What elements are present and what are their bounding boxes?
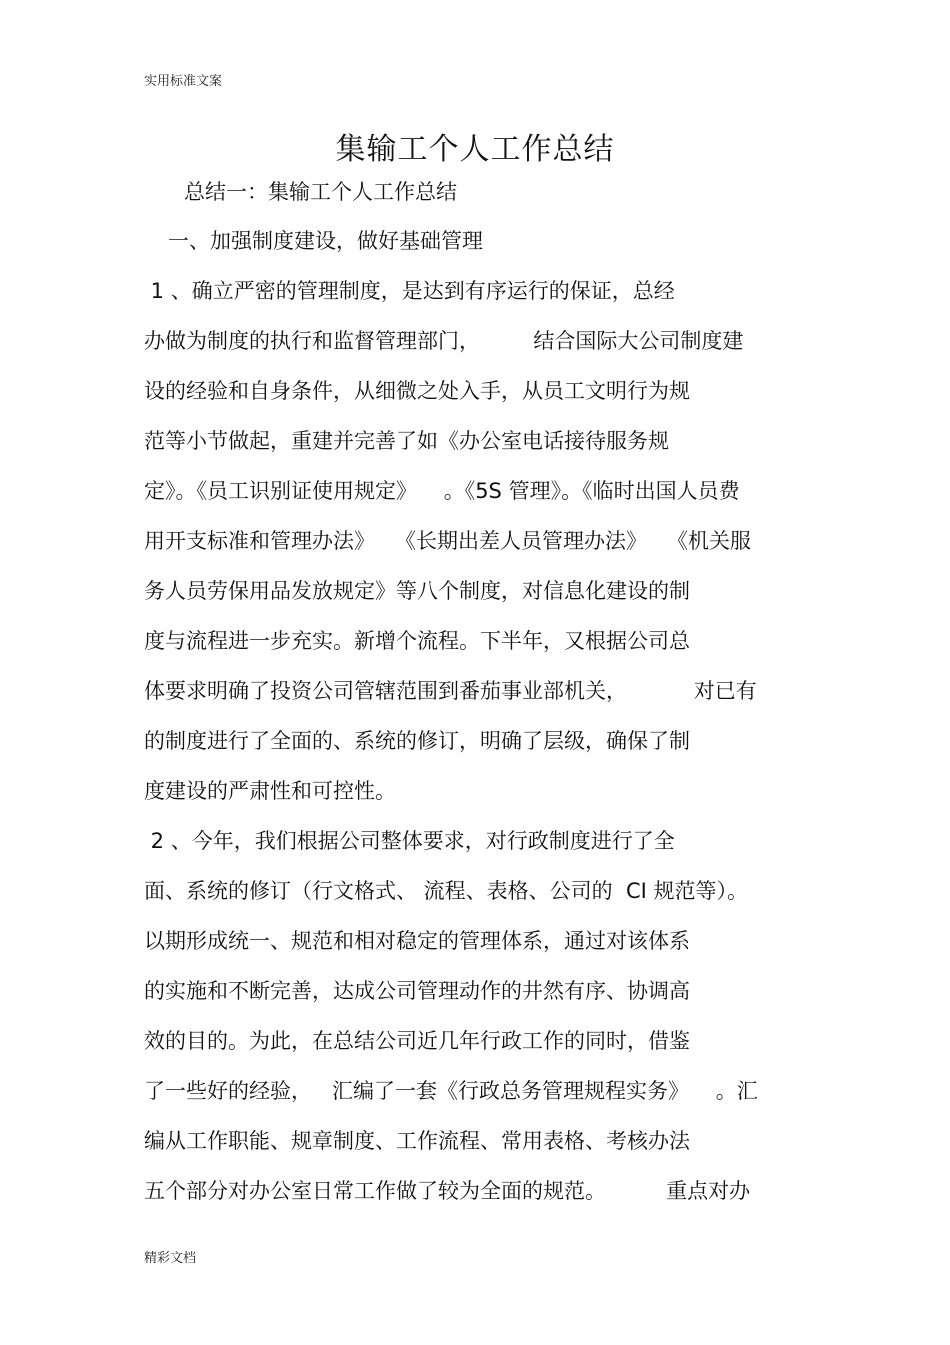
body-line: 度与流程进一步充实。新增个流程。下半年，又根据公司总	[144, 629, 690, 653]
body-line: 务人员劳保用品发放规定》等八个制度，对信息化建设的制	[144, 579, 690, 603]
section-heading: 一、加强制度建设，做好基础管理	[168, 229, 483, 253]
body-line: 用开支标准和管理办法》 《长期出差人员管理办法》 《机关服	[144, 529, 752, 553]
body-line: 的实施和不断完善，达成公司管理动作的井然有序、协调高	[144, 979, 690, 1003]
body-line: 定》。《员工识别证使用规定》 。《5S 管理》。《临时出国人员费	[144, 479, 740, 503]
body-text	[144, 276, 824, 1226]
body-line: 范等小节做起，重建并完善了如《办公室电话接待服务规	[144, 429, 669, 453]
page-header: 实用标准文案	[144, 74, 223, 89]
body-line: 2 、今年，我们根据公司整体要求，对行政制度进行了全	[144, 829, 675, 853]
body-line: 1 、确立严密的管理制度，是达到有序运行的保证，总经	[144, 279, 675, 303]
body-line: 了一些好的经验， 汇编了一套《行政总务管理规程实务》 。汇	[144, 1079, 758, 1103]
body-line: 办做为制度的执行和监督管理部门， 结合国际大公司制度建	[144, 329, 744, 353]
body-line: 设的经验和自身条件，从细微之处入手，从员工文明行为规	[144, 379, 690, 403]
document-title: 集输工个人工作总结	[335, 132, 615, 167]
document-subtitle: 总结一：集输工个人工作总结	[184, 180, 457, 204]
body-line: 的制度进行了全面的、系统的修订，明确了层级，确保了制	[144, 729, 690, 753]
body-line: 面、系统的修订（行文格式、 流程、表格、公司的 CI 规范等）。	[144, 879, 749, 903]
page-footer: 精彩文档	[144, 1251, 197, 1266]
body-line: 体要求明确了投资公司管辖范围到番茄事业部机关， 对已有	[144, 679, 757, 703]
body-line: 五个部分对办公室日常工作做了较为全面的规范。 重点对办	[144, 1179, 751, 1203]
body-line: 效的目的。为此，在总结公司近几年行政工作的同时，借鉴	[144, 1029, 690, 1053]
body-line: 编从工作职能、规章制度、工作流程、常用表格、考核办法	[144, 1129, 690, 1153]
body-line: 以期形成统一、规范和相对稳定的管理体系，通过对该体系	[144, 929, 690, 953]
body-line: 度建设的严肃性和可控性。	[144, 779, 396, 803]
